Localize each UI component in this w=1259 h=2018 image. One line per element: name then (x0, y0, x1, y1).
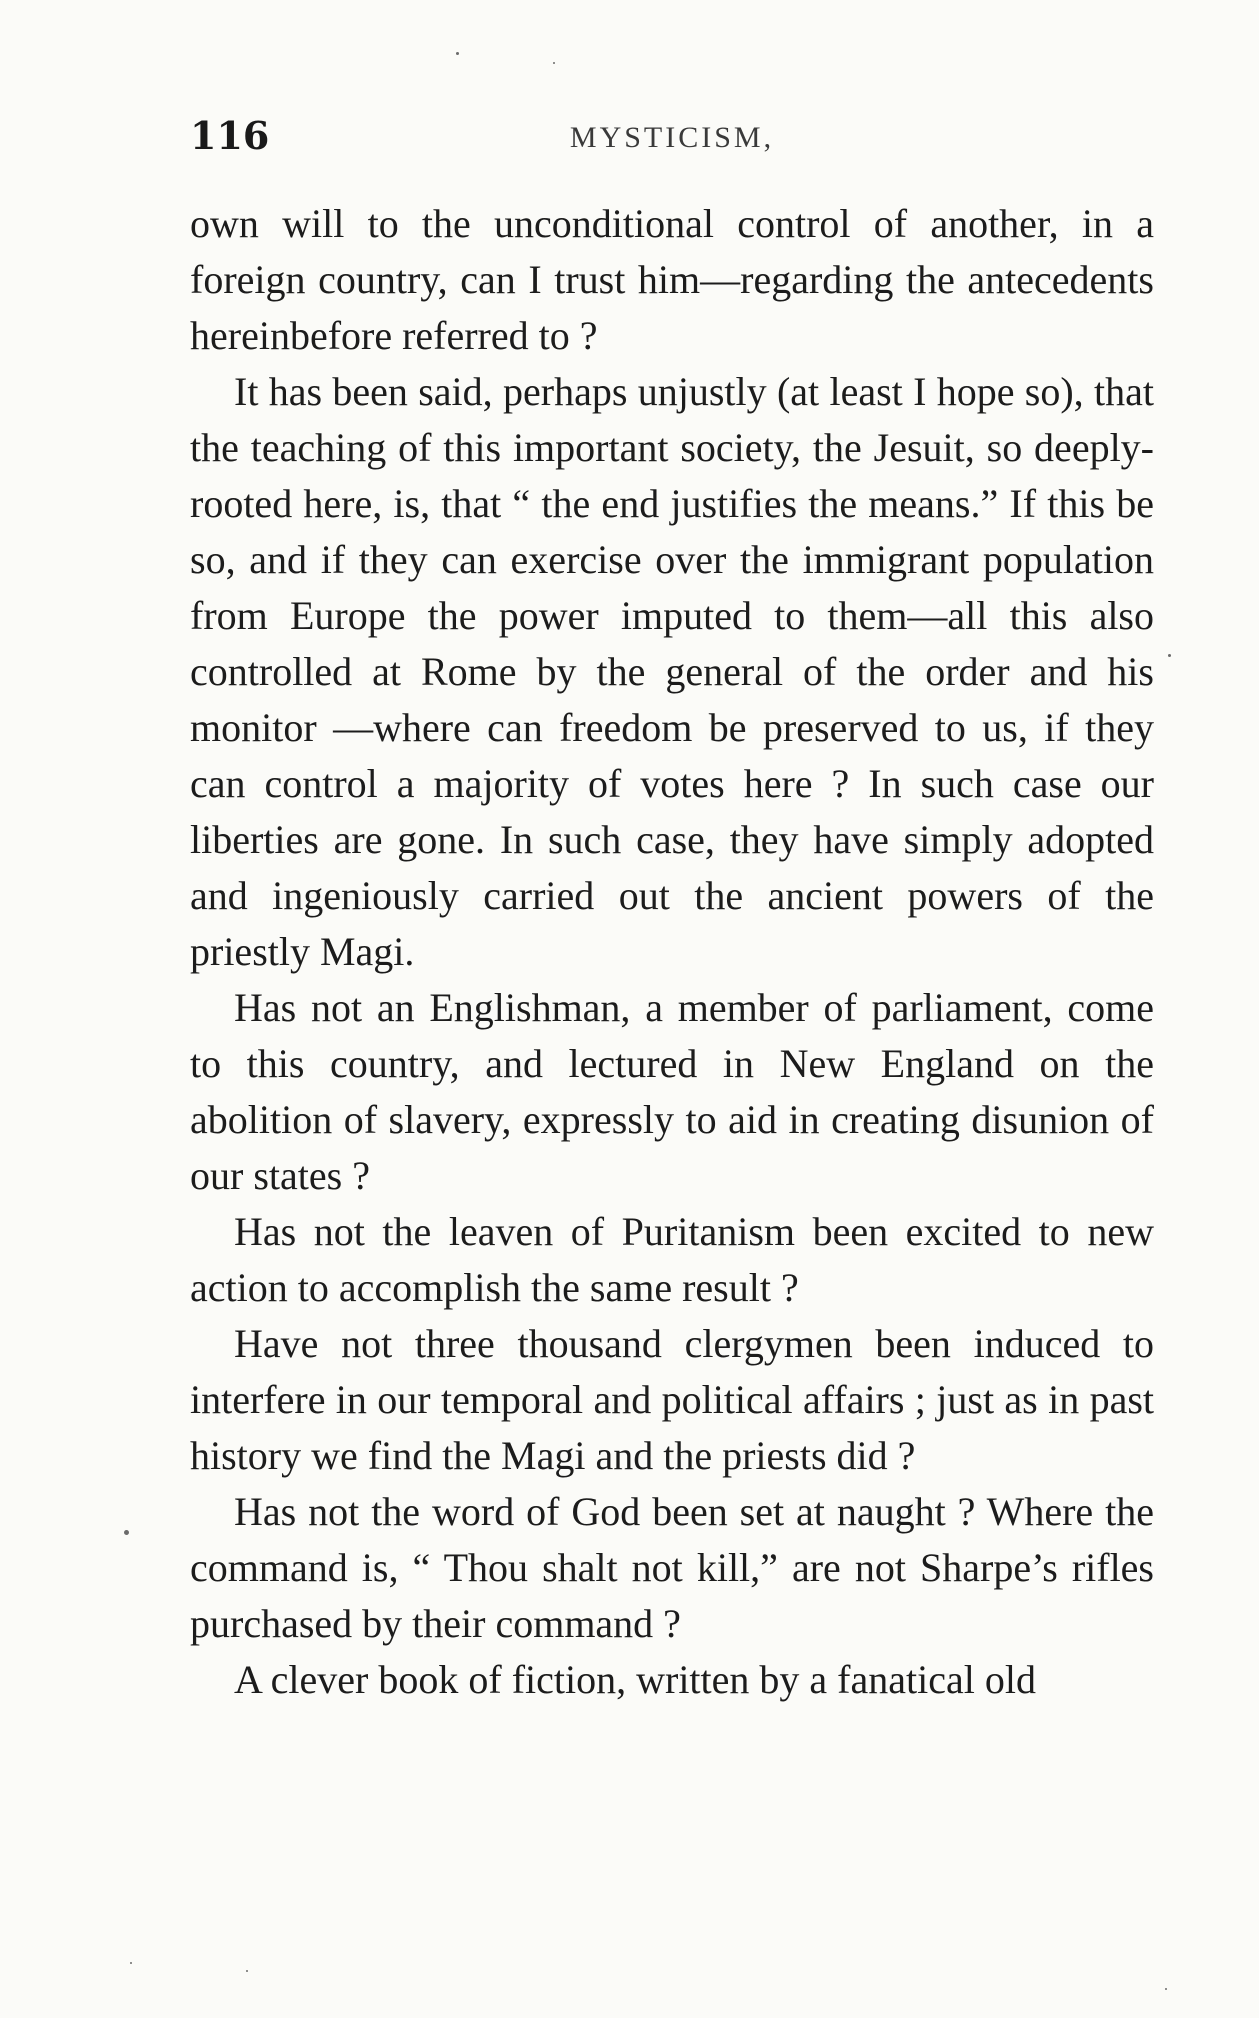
paragraph-clergymen: Have not three thousand clergymen been induced to interfere in our temporal and political affairs ; just as in past history we find the Magi and the priests did ? (190, 1321, 1154, 1478)
print-speck (124, 1530, 129, 1535)
paragraph-continuation: own will to the unconditional control of another, in a foreign country, can I trust him—regarding the antecedents hereinbefore referred to ? (190, 201, 1154, 358)
page-number: 116 (190, 113, 270, 158)
print-speck (456, 52, 459, 55)
print-speck (246, 1970, 248, 1972)
print-speck (1165, 1988, 1167, 1990)
running-head (190, 112, 1154, 168)
print-speck (553, 62, 555, 64)
paragraph-book-of-fiction: A clever book of fiction, written by a fanatical old (234, 1657, 1036, 1702)
paragraph-word-of-god: Has not the word of God been set at naught ? Where the command is, “ Thou shalt not kill,” are not Sharpe’s rifles purchased by their command ? (190, 1489, 1154, 1646)
print-speck (1168, 654, 1171, 657)
running-title: MYSTICISM, (569, 121, 775, 154)
paragraph-jesuit: It has been said, perhaps unjustly (at least I hope so), that the teaching of this important society, the Jesuit, so deeply-rooted here, is, that “ the end justifies the means.” If this be so, and if they can exercise over the immigrant population from Europe the power imputed to them—all this also controlled at Rome by the general of the order and his monitor —where can freedom be preserved to us, if they can control a majority of votes here ? In such case our liberties are gone. In such case, they have simply adopted and ingeniously carried out the ancient powers of the priestly Magi. (190, 369, 1154, 974)
paragraph-puritanism: Has not the leaven of Puritanism been excited to new action to accomplish the same result ? (190, 1209, 1154, 1310)
paragraph-englishman: Has not an Englishman, a member of parliament, come to this country, and lectured in New England on the abolition of slavery, expressly to aid in creating disunion of our states ? (190, 985, 1154, 1198)
body-text (190, 196, 1154, 1708)
print-speck (130, 1962, 132, 1964)
